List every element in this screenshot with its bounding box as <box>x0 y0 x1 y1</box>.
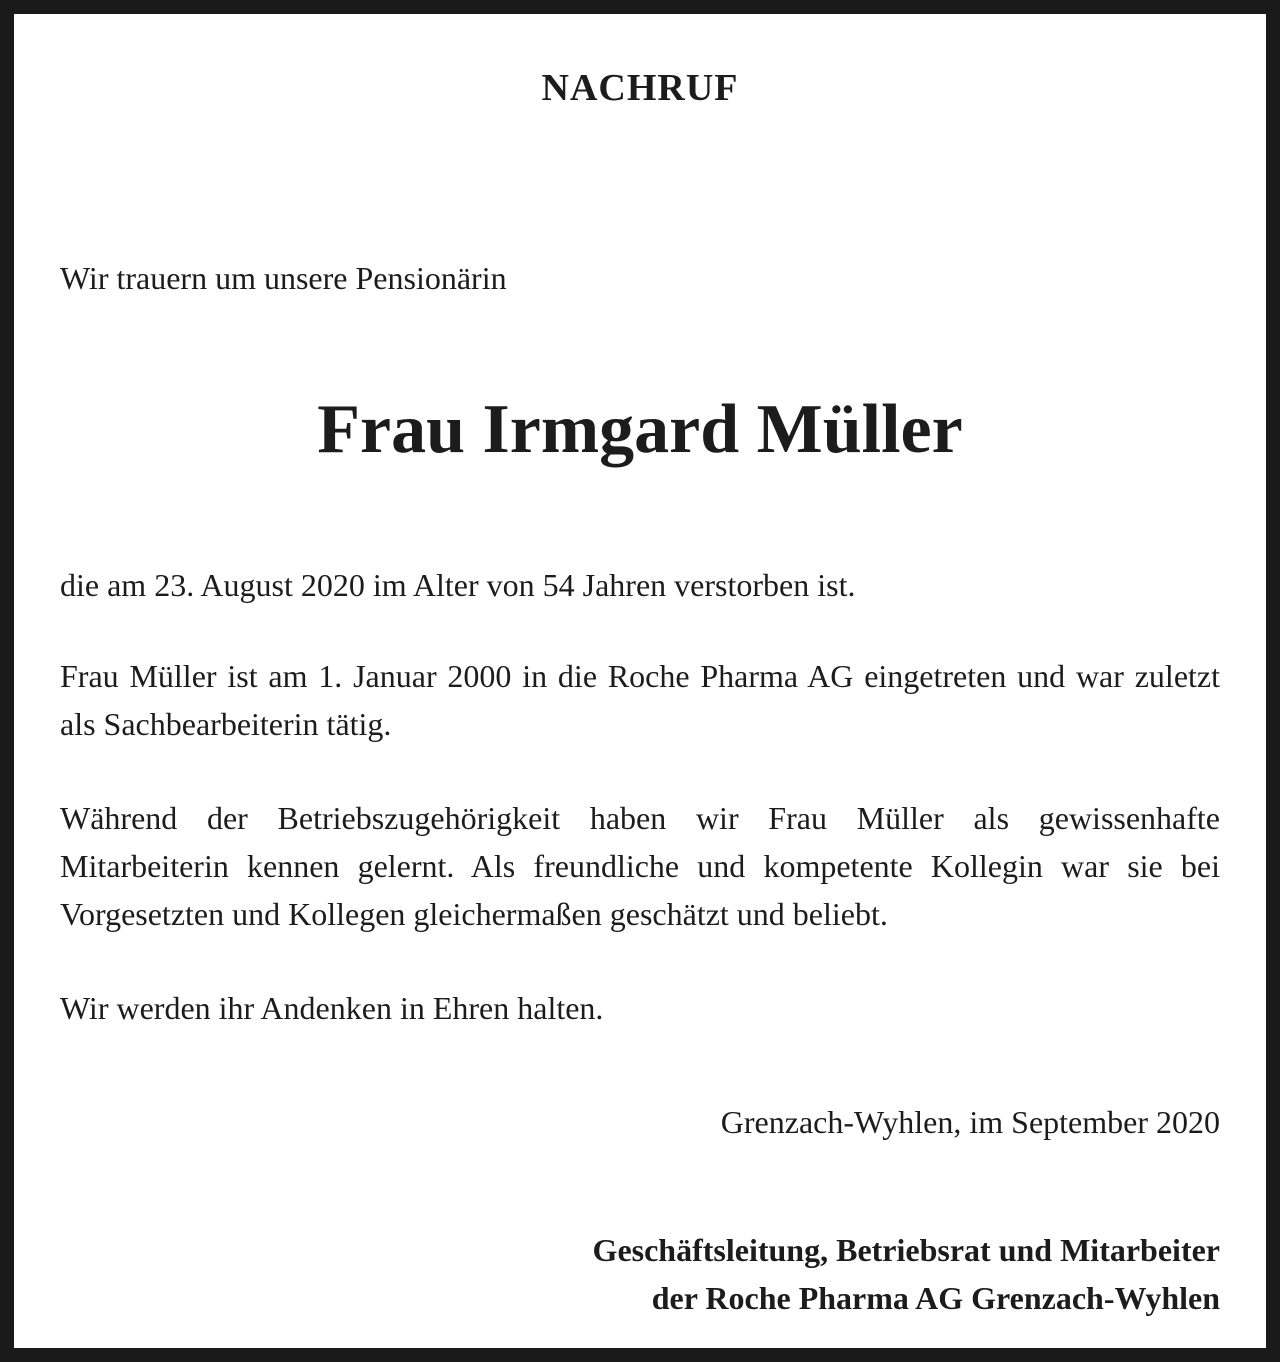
paragraph-employment: Frau Müller ist am 1. Januar 2000 in die Roche Pharma AG eingetreten und war zuletzt als Sachbearbeiterin tätig. <box>60 658 1220 742</box>
place-date: Grenzach-Wyhlen, im September 2020 <box>720 1104 1220 1140</box>
paragraph-remembrance: Wir werden ihr Andenken in Ehren halten. <box>60 990 604 1026</box>
paragraph-death-date: die am 23. August 2020 im Alter von 54 Jahren verstorben ist. <box>60 567 856 603</box>
paragraph-appreciation: Während der Betriebszugehörigkeit haben wir Frau Müller als gewissenhafte Mitarbeiterin kennen gelernt. Als freundliche und kompetente Kollegin war sie bei Vorgesetzten und Kollegen gleichermaßen geschätzt und beliebt. <box>60 800 1220 932</box>
signature-block <box>593 1226 1220 1322</box>
signature-line: Geschäftsleitung, Betriebsrat und Mitarbeiter <box>592 1232 1220 1268</box>
deceased-name: Frau Irmgard Müller <box>317 391 963 468</box>
intro-line: Wir trauern um unsere Pensionärin <box>60 260 507 296</box>
notice-heading: NACHRUF <box>541 67 739 109</box>
signature-line: der Roche Pharma AG Grenzach-Wyhlen <box>651 1280 1220 1316</box>
